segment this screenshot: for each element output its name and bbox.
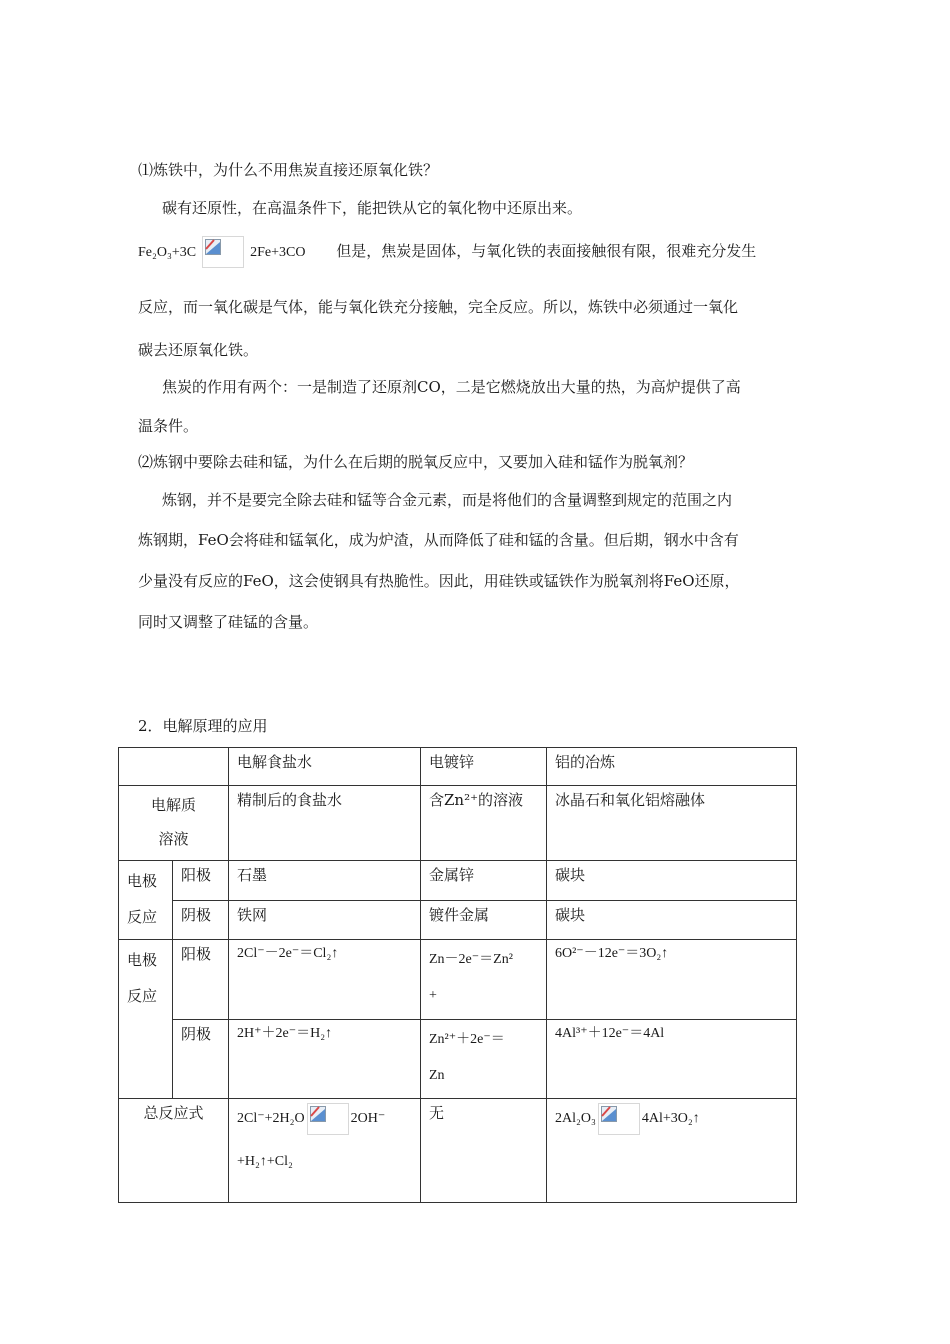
col-header-zn-plating: 电镀锌 (421, 748, 547, 786)
answer-2-line-3: 少量没有反应的FeO，这会使钢具有热脆性。因此，用硅铁或锰铁作为脱氧剂将FeO还原， (138, 572, 740, 590)
total-nacl-left: 2Cl⁻+2H₂O (237, 1111, 305, 1127)
label-anode-reaction: 阳极 (173, 940, 229, 1020)
broken-image-icon (601, 1106, 617, 1122)
reaction-condition-image (598, 1103, 640, 1135)
question-2: ⑵炼钢中要除去硅和锰，为什么在后期的脱氧反应中，又要加入硅和锰作为脱氧剂？ (138, 453, 694, 471)
cell-anode-zn: 金属锌 (421, 861, 547, 901)
total-nacl-continued: +H₂↑+Cl₂ (237, 1154, 293, 1169)
cell-anode-nacl: 石墨 (229, 861, 421, 901)
answer-2-line-1: 炼钢，并不是要完全除去硅和锰等合金元素，而是将他们的含量调整到规定的范围之内 (162, 491, 733, 509)
total-al-right: 4Al+3O₂↑ (641, 1111, 700, 1127)
col-header-nacl: 电解食盐水 (229, 748, 421, 786)
table-row-cathode-reaction (119, 1020, 797, 1099)
cell-anode-al: 碳块 (547, 861, 797, 901)
col-header-al-smelting: 铝的冶炼 (547, 748, 797, 786)
paragraph-3-line-1: 焦炭的作用有两个：一是制造了还原剂CO，二是它燃烧放出大量的热，为高炉提供了高 (162, 378, 741, 396)
row-label-total-reaction: 总反应式 (119, 1099, 229, 1203)
row-label-electrolyte: 电解质 溶液 (119, 786, 229, 861)
reaction-condition-image (307, 1103, 349, 1135)
total-al-left: 2Al₂O₃ (555, 1111, 596, 1127)
cell-cathode-reaction-nacl: 2H⁺＋2e⁻＝H₂↑ (229, 1020, 421, 1099)
cell-cathode-nacl: 铁网 (229, 900, 421, 940)
table-row-electrolyte (119, 786, 797, 861)
header-empty-cell (119, 748, 229, 786)
equation-left: Fe₂O₃+3C (138, 245, 197, 260)
equation-right: 2Fe+3CO (250, 245, 306, 260)
broken-image-icon (205, 239, 221, 255)
paragraph-2-line-3: 碳去还原氧化铁。 (138, 341, 259, 359)
cell-electrolyte-al: 冰晶石和氧化铝熔融体 (547, 786, 797, 861)
cell-electrolyte-zn: 含Zn²⁺的溶液 (421, 786, 547, 861)
reaction-condition-image (202, 236, 244, 268)
cell-cathode-reaction-al: 4Al³⁺＋12e⁻＝4Al (547, 1020, 797, 1099)
table-row-total-reaction (119, 1099, 797, 1203)
cell-anode-reaction-al: 6O²⁻－12e⁻＝3O₂↑ (547, 940, 797, 1020)
cell-total-zn: 无 (421, 1099, 547, 1203)
answer-2-line-4: 同时又调整了硅锰的含量。 (138, 613, 319, 631)
cell-cathode-zn: 镀件金属 (421, 900, 547, 940)
section-title: 2．电解原理的应用 (138, 717, 268, 735)
cell-total-nacl (229, 1099, 421, 1203)
cell-anode-reaction-nacl: 2Cl⁻－2e⁻＝Cl₂↑ (229, 940, 421, 1020)
cell-total-al (547, 1099, 797, 1203)
cell-cathode-al: 碳块 (547, 900, 797, 940)
electrolysis-table (118, 747, 797, 1203)
paragraph-2-start: 但是，焦炭是固体，与氧化铁的表面接触很有限，很难充分发生 (336, 242, 757, 260)
paragraph-2-line-2: 反应，而一氧化碳是气体，能与氧化铁充分接触，完全反应。所以，炼铁中必须通过一氧化 (138, 298, 739, 316)
cell-electrolyte-nacl: 精制后的食盐水 (229, 786, 421, 861)
paragraph-1: 碳有还原性，在高温条件下，能把铁从它的氧化物中还原出来。 (162, 199, 583, 217)
row-label-electrode-reaction: 电极 反应 (119, 940, 173, 1099)
total-nacl-right: 2OH⁻ (350, 1111, 386, 1127)
cell-anode-reaction-zn: Zn－2e⁻＝Zn² + (421, 940, 547, 1020)
cell-cathode-reaction-zn: Zn²⁺＋2e⁻＝ Zn (421, 1020, 547, 1099)
answer-2-line-2: 炼钢期，FeO会将硅和锰氧化，成为炉渣，从而降低了硅和锰的含量。但后期，钢水中含有 (138, 531, 739, 549)
equation-line (138, 236, 756, 268)
label-cathode: 阴极 (173, 900, 229, 940)
label-anode: 阳极 (173, 861, 229, 901)
question-1: ⑴炼铁中，为什么不用焦炭直接还原氧化铁？ (138, 161, 439, 179)
broken-image-icon (310, 1106, 326, 1122)
table-row-anode-reaction (119, 940, 797, 1020)
table-row-cathode-material (119, 900, 797, 940)
paragraph-3-line-2: 温条件。 (138, 417, 199, 435)
label-cathode-reaction: 阴极 (173, 1020, 229, 1099)
table-row-anode-material (119, 861, 797, 901)
row-label-electrode-material: 电极 反应 (119, 861, 173, 940)
table-header-row (119, 748, 797, 786)
